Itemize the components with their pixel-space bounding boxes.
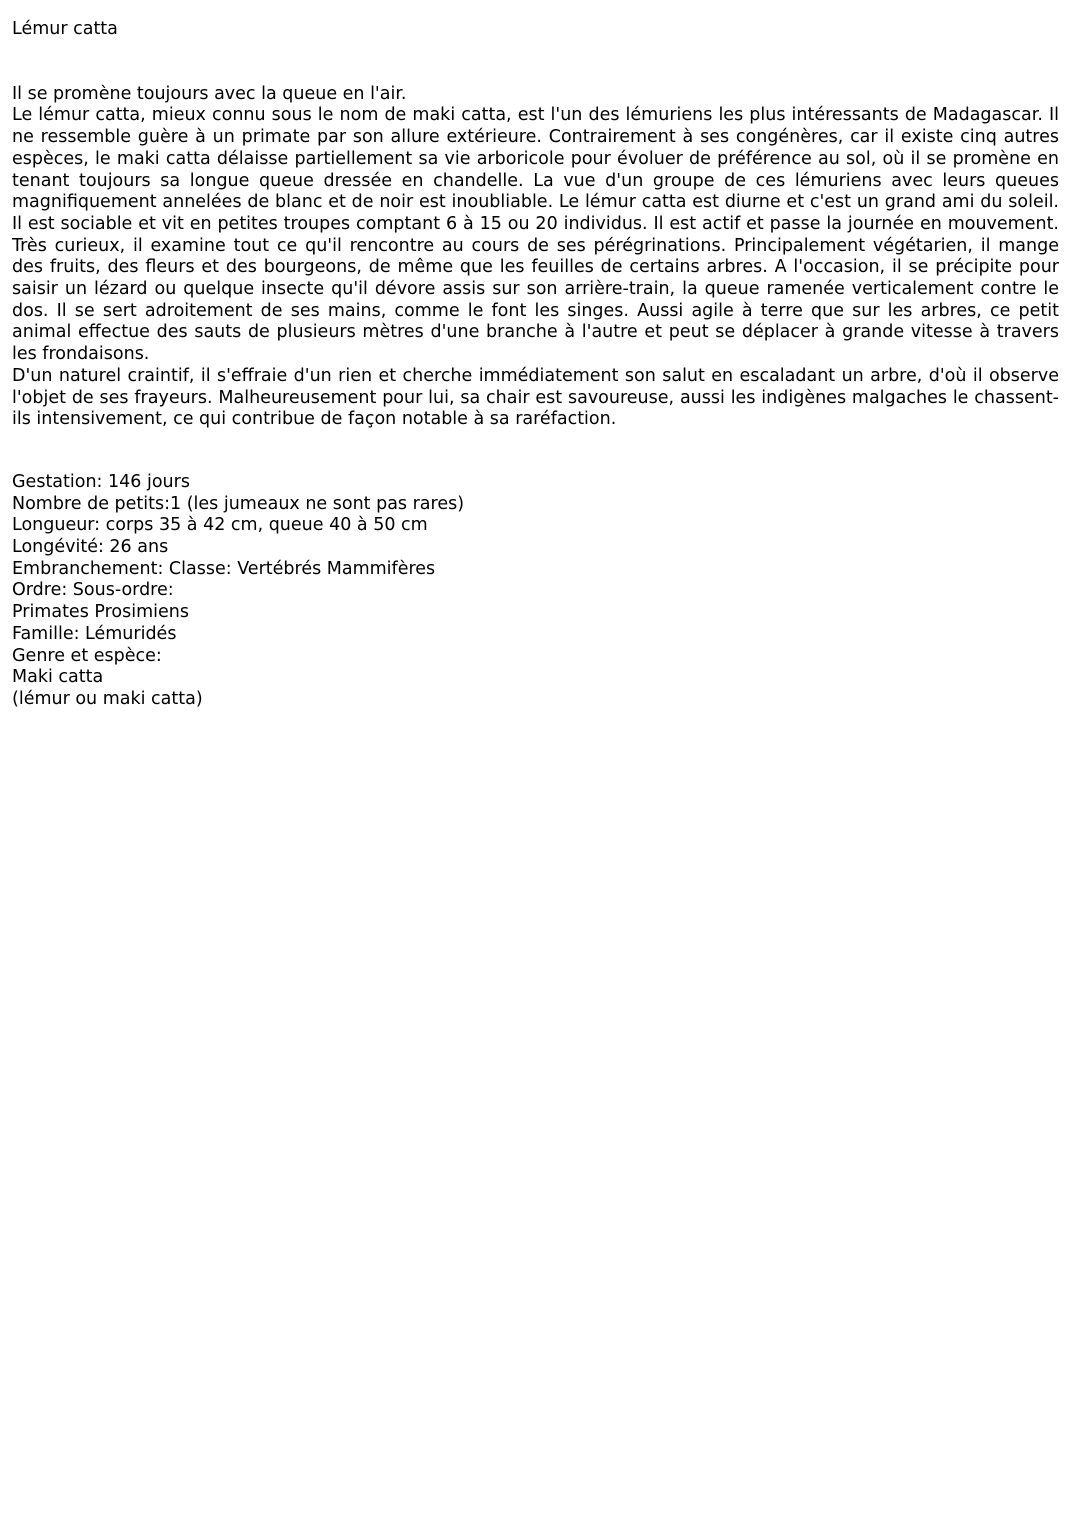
fact-sheet (12, 472, 1059, 711)
document-title: Lémur catta (12, 19, 118, 39)
fact-common-names: (lémur ou maki catta) (12, 688, 203, 709)
document-page (12, 19, 1059, 711)
body-paragraph: D'un naturel craintif, il s'effraie d'un rien et cherche immédiatement son salut en escaladant un arbre, d'où il observe l'objet de ses frayeurs. Malheureusement pour lui, sa chair est savoureuse, aussi les indigènes malgaches le chassent-ils intensivement, ce qui contribue de façon notable à sa raréfaction. (12, 365, 1059, 430)
fact-family: Famille: Lémuridés (12, 623, 177, 644)
fact-longevity: Longévité: 26 ans (12, 537, 169, 558)
fact-genus-species-value: Maki catta (12, 667, 104, 688)
fact-gestation: Gestation: 146 jours (12, 471, 190, 492)
fact-litter-size: Nombre de petits:1 (les jumeaux ne sont pas rares) (12, 493, 465, 514)
fact-phylum-class: Embranchement: Classe: Vertébrés Mammifères (12, 558, 436, 579)
fact-genus-species-label: Genre et espèce: (12, 645, 162, 666)
lead-sentence: Il se promène toujours avec la queue en l'air. (12, 83, 407, 104)
article-body (12, 84, 1059, 431)
fact-length: Longueur: corps 35 à 42 cm, queue 40 à 50 cm (12, 515, 428, 536)
fact-order-value: Primates Prosimiens (12, 602, 190, 623)
fact-order-label: Ordre: Sous-ordre: (12, 580, 174, 601)
body-paragraph: Le lémur catta, mieux connu sous le nom de maki catta, est l'un des lémuriens les plus intéressants de Madagascar. Il ne ressemble guère à un primate par son allure extérieure. Contrairement à ses congénères, car il existe cinq autres espèces, le maki catta délaisse partiellement sa vie arboricole pour évoluer de préférence au sol, où il se promène en tenant toujours sa longue queue dressée en chandelle. La vue d'un groupe de ces lémuriens avec leurs queues magnifiquement annelées de blanc et de noir est inoubliable. Le lémur catta est diurne et c'est un grand ami du soleil. Il est sociable et vit en petites troupes comptant 6 à 15 ou 20 individus. Il est actif et passe la journée en mouvement. Très curieux, il examine tout ce qu'il rencontre au cours de ses pérégrinations. Principalement végétarien, il mange des fruits, des fleurs et des bourgeons, de même que les feuilles de certains arbres. A l'occasion, il se précipite pour saisir un lézard ou quelque insecte qu'il dévore assis sur son arrière-train, la queue ramenée verticalement contre le dos. Il se sert adroitement de ses mains, comme le font les singes. Aussi agile à terre que sur les arbres, ce petit animal effectue des sauts de plusieurs mètres d'une branche à l'autre et peut se déplacer à grande vitesse à travers les frondaisons. (12, 105, 1059, 365)
